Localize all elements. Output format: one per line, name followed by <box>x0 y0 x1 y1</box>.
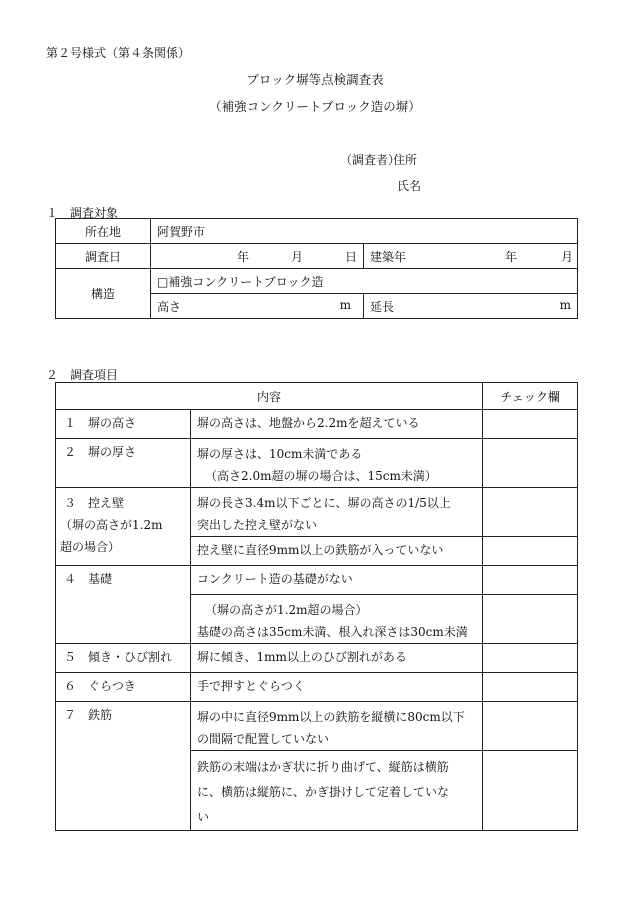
check-cell[interactable] <box>483 537 578 566</box>
survey-items-table <box>55 382 578 831</box>
survey-target-table <box>55 218 578 319</box>
structure-label: 構造 <box>56 269 151 319</box>
date-day: 日 <box>344 249 357 264</box>
height-unit: m <box>339 297 351 312</box>
item-content: 塀の中に直径9mm以上の鉄筋を縦横に80cm以下 の間隔で配置していない <box>191 702 483 751</box>
section2-heading: ２ 調査項目 <box>46 368 119 382</box>
structure-value[interactable]: □補強コンクリートブロック造 <box>151 269 578 294</box>
location-value[interactable]: 阿賀野市 <box>151 219 578 244</box>
built-year-field[interactable] <box>364 244 578 269</box>
date-month: 月 <box>290 249 303 264</box>
item-label: ６ ぐらつき <box>56 673 191 702</box>
check-cell[interactable] <box>483 595 578 644</box>
item-content: 手で押すとぐらつく <box>191 673 483 702</box>
check-cell[interactable] <box>483 751 578 831</box>
date-label: 調査日 <box>56 244 151 269</box>
item-label: ７ 鉄筋 <box>56 702 191 831</box>
form-subtitle: （補強コンクリートブロック造の塀） <box>209 99 421 114</box>
check-header: チェック欄 <box>483 383 578 410</box>
item-label: ２ 塀の厚さ <box>56 439 191 488</box>
height-field[interactable] <box>151 294 364 319</box>
check-cell[interactable] <box>483 702 578 751</box>
check-cell[interactable] <box>483 673 578 702</box>
check-cell[interactable] <box>483 410 578 439</box>
item-label: ５ 傾き・ひび割れ <box>56 644 191 673</box>
location-label: 所在地 <box>56 219 151 244</box>
check-cell[interactable] <box>483 439 578 488</box>
item-content: （塀の高さが1.2m超の場合） 基礎の高さは35cm未満、根入れ深さは30cm未満 <box>191 595 483 644</box>
form-title: ブロック塀等点検調査表 <box>246 72 384 87</box>
item-label: ４ 基礎 <box>56 566 191 644</box>
item-content: 鉄筋の末端はかぎ状に折り曲げて、縦筋は横筋 に、横筋は縦筋に、かぎ掛けして定着していな い <box>191 751 483 831</box>
item-content: 塀の長さ3.4m以下ごとに、塀の高さの1/5以上 突出した控え壁がない <box>191 488 483 537</box>
item-content: 塀の高さは、地盤から2.2mを超えている <box>191 410 483 439</box>
date-year: 年 <box>237 249 250 264</box>
length-unit: m <box>559 297 572 312</box>
item-content: 塀の厚さは、10cm未満である （高さ2.0m超の塀の場合は、15cm未満） <box>191 439 483 488</box>
built-year: 年 <box>505 249 518 264</box>
height-label: 高さ <box>157 299 182 314</box>
length-field[interactable] <box>364 294 578 319</box>
survey-date-field[interactable] <box>151 244 364 269</box>
name-label: 氏名 <box>397 179 422 193</box>
check-cell[interactable] <box>483 644 578 673</box>
built-month: 月 <box>561 249 574 264</box>
item-content: コンクリート造の基礎がない <box>191 566 483 595</box>
built-label: 建築年 <box>370 249 407 264</box>
item-label: １ 塀の高さ <box>56 410 191 439</box>
length-label: 延長 <box>370 299 395 314</box>
check-cell[interactable] <box>483 488 578 537</box>
item-content: 控え壁に直径9mm以上の鉄筋が入っていない <box>191 537 483 566</box>
address-label: 住所 <box>393 153 418 167</box>
content-header: 内容 <box>56 383 483 410</box>
surveyor-label: （調査者） <box>340 153 401 167</box>
form-number: 第２号様式（第４条関係） <box>46 46 191 60</box>
section1-heading: １ 調査対象 <box>46 206 119 220</box>
check-cell[interactable] <box>483 566 578 595</box>
item-content: 塀に傾き、1mm以上のひび割れがある <box>191 644 483 673</box>
item-label: ３ 控え壁 （塀の高さが1.2m 超の場合） <box>56 488 191 566</box>
